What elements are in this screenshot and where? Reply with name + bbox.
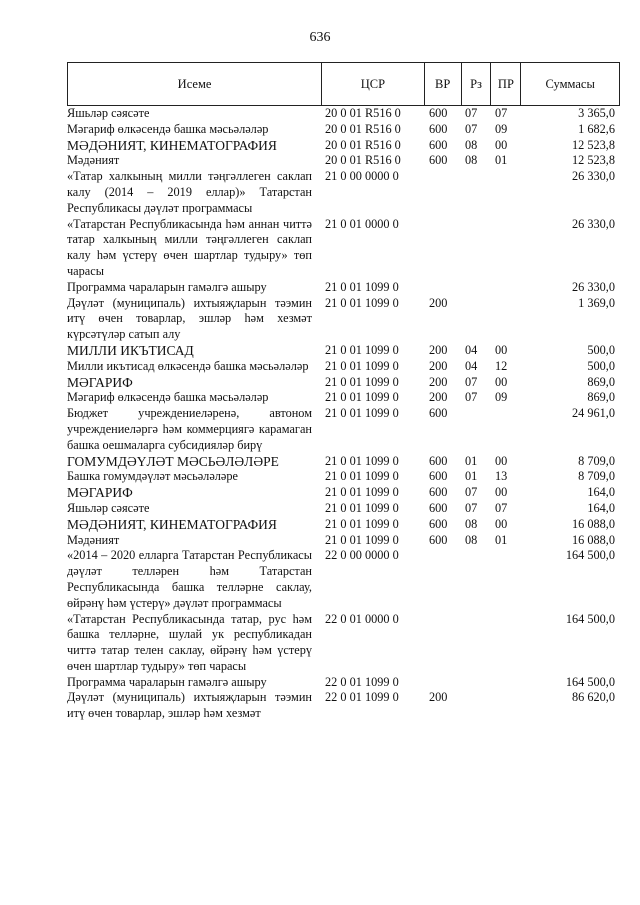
- table-row: [67, 690, 620, 722]
- cell-name: Яшьләр сәясәте: [67, 500, 150, 515]
- header-pr: ПР: [491, 63, 521, 105]
- cell-vr: 200: [429, 295, 448, 310]
- table-row: [67, 485, 620, 501]
- header-csr: ЦСР: [322, 63, 425, 105]
- cell-rz: 01: [465, 469, 478, 484]
- table-row: [67, 675, 620, 691]
- cell-pr: 00: [495, 374, 508, 389]
- cell-csr: 20 0 01 R516 0: [325, 106, 401, 120]
- cell-csr: 21 0 01 1099 0: [325, 358, 399, 373]
- cell-vr: 200: [429, 358, 448, 373]
- cell-pr: 00: [495, 485, 508, 500]
- cell-csr: 21 0 01 1099 0: [325, 374, 399, 389]
- cell-csr: 20 0 01 R516 0: [325, 153, 401, 168]
- cell-name: «Татарстан Республикасында татар, рус һәм башка телләрне, шулай ук республикадан читтә татар телен саклау, өйрәнү һәм үстерү өчен шартлар тудыру» төп чарасы: [67, 611, 312, 673]
- cell-pr: 00: [495, 137, 508, 152]
- cell-rz: 08: [465, 516, 478, 531]
- page-number: 636: [309, 30, 331, 45]
- cell-vr: 600: [429, 406, 448, 421]
- cell-vr: 600: [429, 453, 448, 468]
- table-row: [67, 106, 620, 122]
- cell-sum: 164 500,0: [565, 674, 615, 689]
- cell-vr: 200: [429, 390, 448, 405]
- table-row: [67, 454, 620, 470]
- cell-sum: 869,0: [587, 390, 615, 405]
- cell-pr: 13: [495, 469, 508, 484]
- header-rz: Рз: [462, 63, 492, 105]
- cell-rz: 08: [465, 137, 478, 152]
- table-row: [67, 517, 620, 533]
- cell-sum: 500,0: [587, 342, 615, 357]
- cell-name: Дәүләт (муниципаль) ихтыяҗларын тәэмин итү өчен товарлар, эшләр һәм хезмәт: [67, 690, 312, 721]
- cell-rz: 07: [465, 485, 478, 500]
- cell-rz: 07: [465, 374, 478, 389]
- cell-sum: 16 088,0: [571, 516, 615, 531]
- cell-csr: 22 0 01 1099 0: [325, 690, 399, 705]
- table-row: [67, 501, 620, 517]
- table-row: [67, 280, 620, 296]
- cell-name: МӘГАРИФ: [67, 485, 133, 501]
- cell-vr: 600: [429, 516, 448, 531]
- cell-csr: 21 0 01 1099 0: [325, 532, 399, 547]
- cell-sum: 8 709,0: [578, 469, 615, 484]
- cell-vr: 200: [429, 690, 448, 705]
- cell-csr: 21 0 01 1099 0: [325, 406, 399, 421]
- cell-name: Программа чараларын гамәлгә ашыру: [67, 674, 267, 689]
- cell-csr: 21 0 01 1099 0: [325, 469, 399, 484]
- table-row: [67, 359, 620, 375]
- cell-vr: 600: [429, 137, 448, 152]
- cell-csr: 20 0 01 R516 0: [325, 121, 401, 136]
- cell-sum: 164 500,0: [565, 548, 615, 563]
- cell-pr: 09: [495, 121, 508, 136]
- cell-sum: 12 523,8: [571, 137, 615, 152]
- cell-sum: 164,0: [587, 485, 615, 500]
- cell-pr: 00: [495, 453, 508, 468]
- cell-sum: 164,0: [587, 500, 615, 515]
- header-vr: ВР: [425, 63, 462, 105]
- cell-rz: 08: [465, 532, 478, 547]
- cell-name: МӘГАРИФ: [67, 374, 133, 390]
- cell-rz: 07: [465, 500, 478, 515]
- cell-pr: 00: [495, 342, 508, 357]
- cell-csr: 21 0 01 1099 0: [325, 516, 399, 531]
- table-row: [67, 469, 620, 485]
- cell-rz: 04: [465, 358, 478, 373]
- cell-vr: 200: [429, 342, 448, 357]
- table-row: [67, 533, 620, 549]
- cell-name: Мәдәният: [67, 532, 120, 547]
- cell-vr: 600: [429, 121, 448, 136]
- cell-name: Мәгариф өлкәсендә башка мәсьәләләр: [67, 390, 269, 405]
- cell-name: МИЛЛИ ИКЪТИСАД: [67, 342, 194, 358]
- cell-vr: 600: [429, 485, 448, 500]
- cell-csr: 21 0 01 1099 0: [325, 279, 399, 294]
- table-row: [67, 138, 620, 154]
- cell-sum: 86 620,0: [571, 690, 615, 705]
- cell-rz: 07: [465, 106, 478, 120]
- cell-vr: 600: [429, 106, 448, 120]
- cell-pr: 09: [495, 390, 508, 405]
- cell-csr: 21 0 01 1099 0: [325, 485, 399, 500]
- cell-name: Мәдәният: [67, 153, 120, 168]
- cell-name: МӘДӘНИЯТ, КИНЕМАТОГРАФИЯ: [67, 137, 277, 153]
- cell-csr: 21 0 01 1099 0: [325, 453, 399, 468]
- table-row: [67, 548, 620, 611]
- cell-sum: 24 961,0: [571, 406, 615, 421]
- cell-name: Башка гомумдәүләт мәсьәләләре: [67, 469, 238, 484]
- cell-pr: 12: [495, 358, 508, 373]
- cell-pr: 01: [495, 532, 508, 547]
- table-row: [67, 390, 620, 406]
- cell-sum: 8 709,0: [578, 453, 615, 468]
- cell-name: Бюджет учреждениеләренә, автоном учреждениеләргә һәм коммерциягә карамаган башка оешмаларга субсидияләр бирү: [67, 406, 312, 452]
- table-row: [67, 406, 620, 453]
- cell-csr: 21 0 01 1099 0: [325, 295, 399, 310]
- cell-name: Мәгариф өлкәсендә башка мәсьәләләр: [67, 121, 269, 136]
- cell-vr: 200: [429, 374, 448, 389]
- header-name: Исеме: [68, 63, 322, 105]
- cell-csr: 21 0 01 1099 0: [325, 500, 399, 515]
- cell-csr: 22 0 01 1099 0: [325, 674, 399, 689]
- cell-sum: 1 369,0: [578, 295, 615, 310]
- cell-sum: 26 330,0: [571, 216, 615, 231]
- table-row: [67, 375, 620, 391]
- table-body: [67, 106, 620, 722]
- cell-csr: 22 0 00 0000 0: [325, 548, 399, 563]
- cell-csr: 21 0 00 0000 0: [325, 169, 399, 184]
- table-row: [67, 612, 620, 675]
- table-row: [67, 153, 620, 169]
- cell-csr: 21 0 01 1099 0: [325, 342, 399, 357]
- cell-pr: 00: [495, 516, 508, 531]
- cell-rz: 01: [465, 453, 478, 468]
- cell-pr: 07: [495, 500, 508, 515]
- cell-vr: 600: [429, 469, 448, 484]
- cell-sum: 16 088,0: [571, 532, 615, 547]
- cell-sum: 1 682,6: [578, 121, 615, 136]
- cell-vr: 600: [429, 532, 448, 547]
- cell-rz: 08: [465, 153, 478, 168]
- cell-name: МӘДӘНИЯТ, КИНЕМАТОГРАФИЯ: [67, 516, 277, 532]
- cell-rz: 07: [465, 390, 478, 405]
- cell-vr: 600: [429, 153, 448, 168]
- cell-rz: 04: [465, 342, 478, 357]
- cell-pr: 07: [495, 106, 508, 120]
- cell-name: Милли икътисад өлкәсендә башка мәсьәләләр: [67, 358, 309, 373]
- cell-sum: 26 330,0: [571, 279, 615, 294]
- cell-sum: 869,0: [587, 374, 615, 389]
- cell-name: «2014 – 2020 елларга Татарстан Республикасы дәүләт телләрен һәм Татарстан Республикасында башка телләрне саклау, өйрәнү һәм үстерү» дәүләт программасы: [67, 548, 312, 610]
- table-row: [67, 296, 620, 343]
- header-sum: Суммасы: [545, 76, 595, 91]
- cell-name: Дәүләт (муниципаль) ихтыяҗларын тәэмин итү өчен товарлар, эшләр һәм хезмәт күрсәтүләр сатып алу: [67, 295, 312, 342]
- table-row: [67, 169, 620, 216]
- cell-sum: 3 365,0: [578, 106, 615, 120]
- table-row: [67, 122, 620, 138]
- cell-vr: 600: [429, 500, 448, 515]
- cell-rz: 07: [465, 121, 478, 136]
- table-header: [67, 62, 620, 106]
- cell-csr: 22 0 01 0000 0: [325, 611, 399, 626]
- cell-name: Программа чараларын гамәлгә ашыру: [67, 279, 267, 294]
- cell-pr: 01: [495, 153, 508, 168]
- cell-sum: 164 500,0: [565, 611, 615, 626]
- cell-name: Яшьләр сәясәте: [67, 106, 150, 120]
- cell-name: «Татарстан Республикасында һәм аннан читтә татар халкының милли тәңгәллеген саклап калу һәм үстерү өчен шартлар тудыру» төп чарасы: [67, 216, 312, 278]
- cell-sum: 12 523,8: [571, 153, 615, 168]
- table-row: [67, 217, 620, 280]
- table-row: [67, 343, 620, 359]
- cell-sum: 26 330,0: [571, 169, 615, 184]
- cell-sum: 500,0: [587, 358, 615, 373]
- cell-name: ГОМУМДӘҮЛӘТ МӘСЬӘЛӘЛӘРЕ: [67, 453, 279, 469]
- cell-csr: 20 0 01 R516 0: [325, 137, 401, 152]
- cell-name: «Татар халкының милли тәңгәллеген саклап калу (2014 – 2019 еллар)» Татарстан Республикасы дәүләт программасы: [67, 169, 312, 215]
- cell-csr: 21 0 01 1099 0: [325, 390, 399, 405]
- cell-csr: 21 0 01 0000 0: [325, 216, 399, 231]
